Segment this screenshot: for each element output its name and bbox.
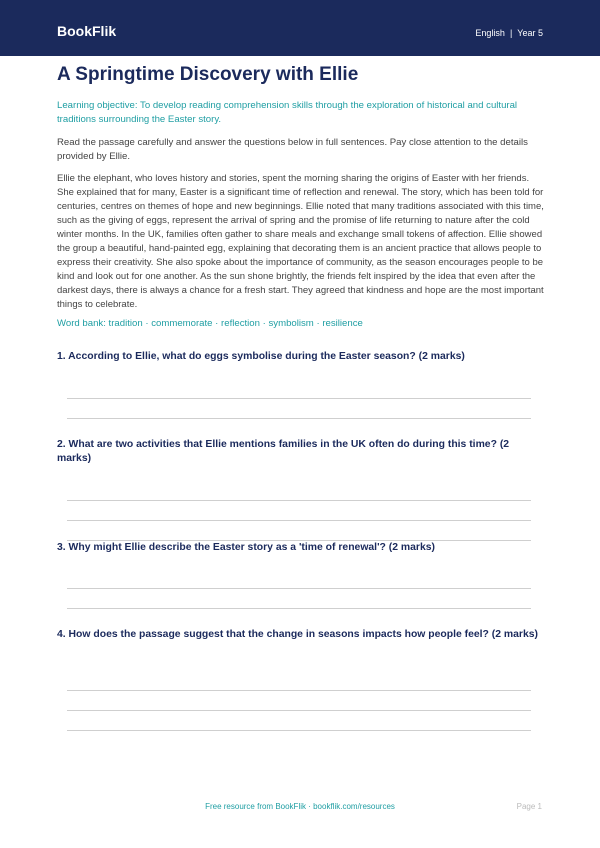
footer-resource-link[interactable]: Free resource from BookFlik · bookflik.com/resources	[205, 802, 395, 811]
answer-line[interactable]	[67, 588, 531, 589]
question-1: 1. According to Ellie, what do eggs symbolise during the Easter season? (2 marks)	[57, 351, 465, 362]
header-meta	[475, 28, 543, 38]
page-number: Page 1	[516, 802, 542, 811]
reading-passage: Ellie the elephant, who loves history and stories, spent the morning sharing the origins of Easter with her friends. She explained that for many, Easter is a significant time of reflection and renewal. The story, which has been told for centuries, centres on themes of hope and new beginnings. Ellie noted that many traditions associated with this time, such as the giving of eggs, represent the arrival of spring and the promise of life returning to nature after the cold winter months. In the UK, families often gather to share meals and exchange small tokens of affection. Ellie showed the group a beautiful, hand-painted egg, explaining that decorating them is an ancient practice that allows people to express their creativity. She also spoke about the importance of community, as the season encourages people to be kind and look out for one another. As the sun shone brightly, the friends felt inspired by the idea that even after the darkest days, there is always a chance for a fresh start. They agreed that kindness and hope are the most important things to celebrate.	[57, 173, 544, 310]
answer-line[interactable]	[67, 710, 531, 711]
answer-line[interactable]	[67, 690, 531, 691]
page-header	[0, 0, 600, 56]
meta-separator: |	[509, 28, 513, 38]
answer-line[interactable]	[67, 500, 531, 501]
subject-label: English	[475, 28, 505, 38]
word-bank: Word bank: tradition · commemorate · reflection · symbolism · resilience	[57, 318, 363, 329]
learning-objective: Learning objective: To develop reading comprehension skills through the exploration of historical and cultural traditions surrounding the Easter story.	[57, 100, 518, 125]
brand-name: BookFlik	[57, 23, 117, 39]
page-title: A Springtime Discovery with Ellie	[57, 64, 359, 85]
answer-line[interactable]	[67, 418, 531, 419]
instructions: Read the passage carefully and answer the questions below in full sentences. Pay close attention to the details provided by Ellie.	[57, 137, 528, 162]
year-label: Year 5	[517, 28, 543, 38]
question-4: 4. How does the passage suggest that the change in seasons impacts how people feel? (2 marks)	[57, 629, 538, 640]
answer-line[interactable]	[67, 520, 531, 521]
answer-line[interactable]	[67, 398, 531, 399]
question-2: 2. What are two activities that Ellie mentions families in the UK often do during this time? (2 marks)	[57, 439, 510, 464]
question-3: 3. Why might Ellie describe the Easter story as a 'time of renewal'? (2 marks)	[57, 542, 435, 553]
answer-line[interactable]	[67, 730, 531, 731]
answer-line[interactable]	[67, 608, 531, 609]
